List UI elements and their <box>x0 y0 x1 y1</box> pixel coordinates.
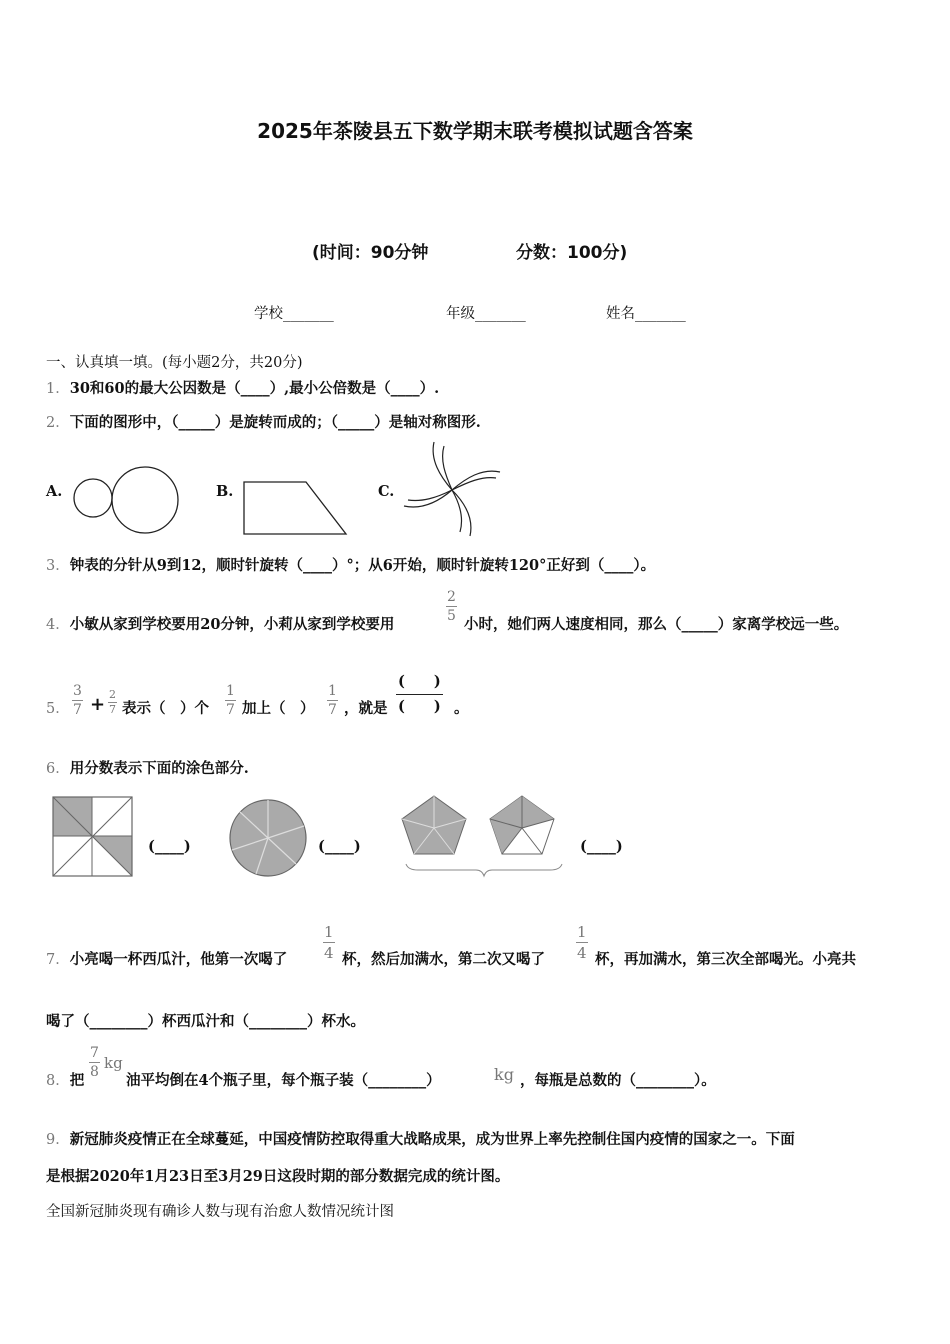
q5-fraction-4: $\frac{1}{7}$ <box>328 683 337 718</box>
q5-fraction-2: $\frac{2}{7}$ <box>109 688 116 716</box>
pinwheel-figure <box>400 438 505 538</box>
q3-number: 3． <box>46 558 70 574</box>
q2-option-a: A. <box>46 483 63 500</box>
q6-blank-3: (____) <box>580 838 623 855</box>
q8-unit-2: kg <box>494 1065 514 1084</box>
q9-text-2: 是根据2020年1月23日至3月29日这段时期的部分数据完成的统计图。 <box>46 1168 510 1185</box>
q8-text-b: 油平均倒在4个瓶子里，每个瓶子装（________） <box>126 1072 441 1089</box>
q2 <box>46 411 481 432</box>
q8-fraction: $\frac{7}{8}$ <box>90 1045 99 1080</box>
q8-text-a: 把 <box>69 1072 85 1089</box>
school-field: 学校_______ <box>254 306 334 322</box>
q2-number: 2． <box>46 415 70 431</box>
q1-text: 30和60的最大公因数是（____）,最小公倍数是（____）. <box>69 380 440 397</box>
q9-line-1 <box>46 1128 795 1149</box>
q6-blank-1: (____) <box>148 838 191 855</box>
exam-time: (时间：90分钟 <box>312 243 429 263</box>
q4-text-b: 小时，她们两人速度相同，那么（_____）家离学校远一些。 <box>464 616 849 633</box>
exam-score: 分数：100分) <box>516 243 628 263</box>
trapezoid-figure <box>240 478 355 540</box>
q3-text: 钟表的分针从9到12，顺时针旋转（____）°；从6开始，顺时针旋转120°正好到（____）。 <box>69 557 656 574</box>
q5-text-1: 表示（ ）个 <box>122 700 209 717</box>
q2-option-b: B. <box>216 483 234 500</box>
q7-line-2: 喝了（________）杯西瓜汁和（________）杯水。 <box>46 1013 365 1030</box>
q8-text-c: ，每瓶是总数的（________）。 <box>520 1072 716 1089</box>
grade-field: 年级_______ <box>446 306 526 322</box>
q7-fraction-1: $\frac{1}{4}$ <box>324 923 334 962</box>
q1 <box>46 377 439 398</box>
q7-number: 7． <box>46 952 70 968</box>
q3 <box>46 554 655 575</box>
q8-number: 8． <box>46 1073 70 1089</box>
shaded-pentagons-figure <box>400 794 565 878</box>
shaded-circle-figure <box>228 798 308 878</box>
q8-line <box>46 1069 84 1090</box>
q6-blank-2: (____) <box>318 838 361 855</box>
q9-chart-title: 全国新冠肺炎现有确诊人数与现有治愈人数情况统计图 <box>46 1204 394 1220</box>
q6-text: 用分数表示下面的涂色部分. <box>69 760 249 777</box>
section-heading: 一、认真填一填。(每小题2分，共20分) <box>46 355 303 371</box>
q9-text-1: 新冠肺炎疫情正在全球蔓延，中国疫情防控取得重大战略成果，成为世界上率先控制住国内疫情的国家之一。下面 <box>69 1131 795 1148</box>
q2-option-c: C. <box>378 483 395 500</box>
q7-text-a: 小亮喝一杯西瓜汁，他第一次喝了 <box>69 951 288 968</box>
name-field: 姓名_______ <box>606 306 686 322</box>
q5-end: 。 <box>454 700 469 717</box>
q6 <box>46 757 249 778</box>
q2-text: 下面的图形中，（_____）是旋转而成的；（_____）是轴对称图形. <box>69 414 481 431</box>
q4-line <box>46 613 394 634</box>
q4-text-a: 小敏从家到学校要用20分钟，小莉从家到学校要用 <box>69 616 395 633</box>
q7-text-c: 杯，再加满水，第三次全部喝光。小亮共 <box>595 951 856 968</box>
q5-text-3: ，就是 <box>344 700 388 717</box>
q6-number: 6． <box>46 761 70 777</box>
q4-fraction-denominator: 5 <box>447 608 456 624</box>
q5-text-2: 加上（ ） <box>242 700 315 717</box>
q5-plus: + <box>90 694 106 715</box>
q5-fraction-1: $\frac{3}{7}$ <box>73 683 82 718</box>
two-circles-figure <box>70 465 185 535</box>
q7-fraction-2: $\frac{1}{4}$ <box>577 923 587 962</box>
q5-fraction-3: $\frac{1}{7}$ <box>226 683 235 718</box>
q9-number: 9． <box>46 1132 70 1148</box>
q4-number: 4． <box>46 617 70 633</box>
q5-blank-fraction: ( ) ( ) <box>396 670 443 719</box>
q4-fraction <box>446 588 457 625</box>
q8-unit-1: kg <box>104 1054 123 1072</box>
q5-number: 5． <box>46 701 70 717</box>
q7-text-b: 杯，然后加满水，第二次又喝了 <box>342 951 545 968</box>
page-title: 2025年茶陵县五下数学期末联考模拟试题含答案 <box>257 119 693 143</box>
shaded-square-figure <box>52 796 134 878</box>
q1-number: 1． <box>46 381 70 397</box>
q7-line-1 <box>46 948 287 969</box>
q4-fraction-numerator: 2 <box>447 589 456 605</box>
